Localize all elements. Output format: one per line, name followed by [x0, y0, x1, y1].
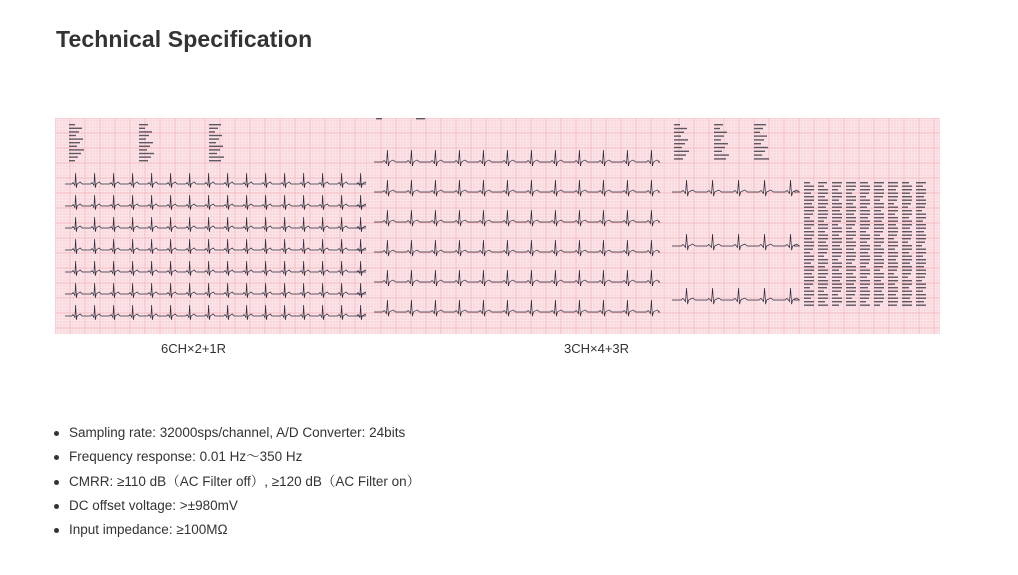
page-title: Technical Specification	[56, 26, 313, 52]
spec-list	[54, 424, 420, 545]
spec-item-frequency-response	[54, 448, 420, 472]
spec-text: CMRR: ≥110 dB（AC Filter off）, ≥120 dB（AC Filter on）	[69, 473, 421, 489]
ecg-printout-image	[55, 118, 940, 334]
ecg-report-6ch	[55, 118, 366, 334]
ecg-caption-6ch: 6CH×2+1R	[161, 341, 227, 356]
spec-item-sampling-rate	[54, 424, 420, 448]
ecg-paper-svg	[55, 118, 366, 334]
spec-item-input-impedance	[54, 521, 420, 545]
bullet-icon	[54, 455, 59, 460]
spec-item-dc-offset	[54, 497, 420, 521]
ecg-paper-svg	[366, 118, 664, 334]
bullet-icon	[54, 431, 59, 436]
bullet-icon	[54, 528, 59, 533]
spec-text: Sampling rate: 32000sps/channel, A/D Converter: 24bits	[69, 425, 406, 440]
spec-text: Frequency response: 0.01 Hz～350 Hz	[69, 449, 303, 465]
spec-text: DC offset voltage: >±980mV	[69, 497, 238, 513]
ecg-caption-3ch: 3CH×4+3R	[564, 341, 630, 356]
spec-item-cmrr	[54, 473, 420, 497]
ecg-report-3ch	[366, 118, 664, 334]
ecg-paper-svg	[664, 118, 940, 334]
ecg-report-analysis	[664, 118, 940, 334]
bullet-icon	[54, 504, 59, 509]
spec-text: Input impedance: ≥100MΩ	[69, 522, 228, 538]
bullet-icon	[54, 480, 59, 485]
